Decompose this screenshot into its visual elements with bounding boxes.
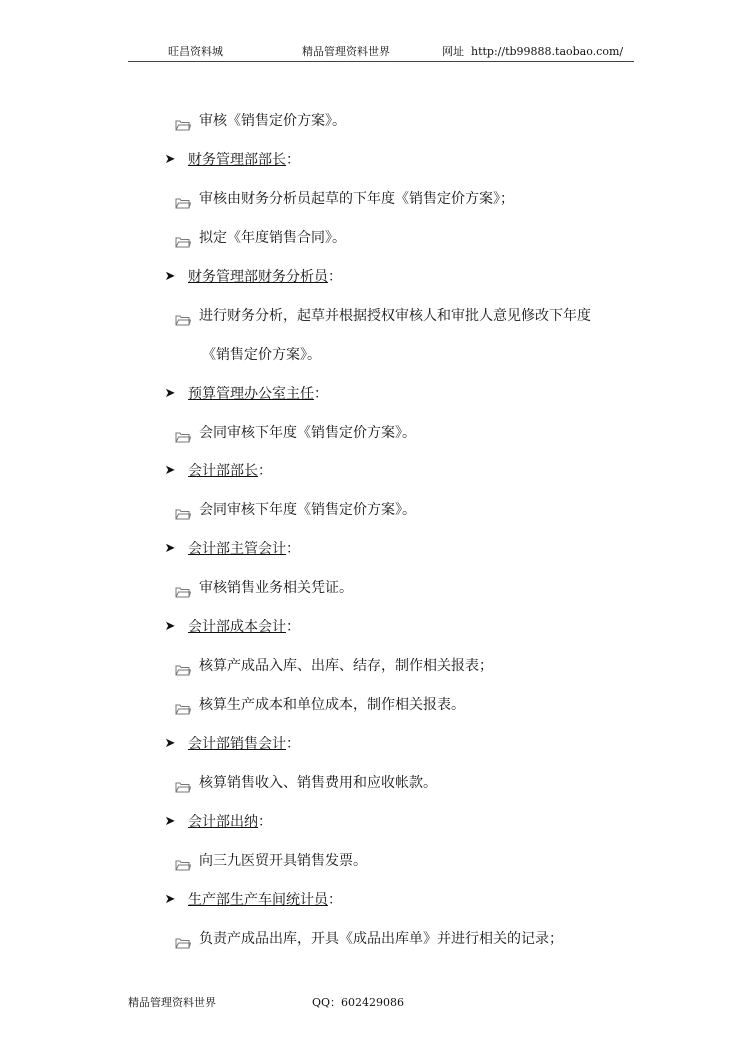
duty-item: 审核《销售定价方案》。 [199,113,346,129]
footer-qq: QQ：602429086 [312,996,405,1009]
section-heading-colon: ： [286,152,300,168]
folder-icon [175,583,191,595]
duty-item: 审核由财务分析员起草的下年度《销售定价方案》； [199,191,514,207]
header-brand: 旺昌资料城 [168,45,223,58]
duty-item: 核算产成品入库、出库、结存，制作相关报表； [199,658,493,674]
section-heading [188,812,272,832]
bullet-arrow-icon: ➤ [164,269,176,284]
section-heading-title: 生产部生产车间统计员 [188,892,328,908]
section-heading-title: 会计部销售会计 [188,736,286,752]
section-heading [188,267,342,287]
section-heading-title: 财务管理部财务分析员 [188,269,328,285]
bullet-arrow-icon: ➤ [164,892,176,907]
section-heading [188,150,300,170]
duty-item: 会同审核下年度《销售定价方案》。 [199,502,416,518]
folder-icon [175,194,191,206]
folder-icon [175,934,191,946]
header-url: http://tb99888.taobao.com/ [471,45,624,58]
folder-icon [175,700,191,712]
folder-icon [175,233,191,245]
folder-icon [175,778,191,790]
bullet-arrow-icon: ➤ [164,619,176,634]
section-heading-title: 会计部主管会计 [188,541,286,557]
section-heading-title: 会计部成本会计 [188,619,286,635]
duty-item-continuation: 《销售定价方案》。 [202,347,321,363]
section-heading-colon: ： [286,541,300,557]
duty-item: 拟定《年度销售合同》。 [199,230,346,246]
duty-item: 向三九医贸开具销售发票。 [199,853,367,869]
section-heading-title: 会计部部长 [188,463,258,479]
section-heading-title: 会计部出纳 [188,814,258,830]
section-heading-colon: ： [328,269,342,285]
section-heading-title: 财务管理部部长 [188,152,286,168]
section-heading-colon: ： [286,619,300,635]
page-header [128,42,634,62]
section-heading [188,384,328,404]
section-heading [188,461,272,481]
folder-icon [175,116,191,128]
bullet-arrow-icon: ➤ [164,814,176,829]
section-heading [188,734,300,754]
section-heading-colon: ： [328,892,342,908]
section-heading-colon: ： [314,386,328,402]
section-heading [188,539,300,559]
duty-item: 核算生产成本和单位成本，制作相关报表。 [199,697,465,713]
duty-item: 会同审核下年度《销售定价方案》。 [199,425,416,441]
bullet-arrow-icon: ➤ [164,736,176,751]
bullet-arrow-icon: ➤ [164,386,176,401]
section-heading [188,617,300,637]
duty-item: 审核销售业务相关凭证。 [199,580,353,596]
section-heading-title: 预算管理办公室主任 [188,386,314,402]
header-slogan: 精品管理资料世界 [302,45,390,58]
duty-item: 负责产成品出库，开具《成品出库单》并进行相关的记录； [199,931,563,947]
folder-icon [175,661,191,673]
section-heading [188,890,342,910]
bullet-arrow-icon: ➤ [164,152,176,167]
folder-icon [175,505,191,517]
section-heading-colon: ： [258,814,272,830]
bullet-arrow-icon: ➤ [164,463,176,478]
duty-item: 进行财务分析，起草并根据授权审核人和审批人意见修改下年度 [199,308,591,324]
header-site-label: 网址 [442,45,464,58]
duty-item: 核算销售收入、销售费用和应收帐款。 [199,775,437,791]
bullet-arrow-icon: ➤ [164,541,176,556]
section-heading-colon: ： [286,736,300,752]
folder-icon [175,311,191,323]
folder-icon [175,856,191,868]
folder-icon [175,428,191,440]
section-heading-colon: ： [258,463,272,479]
footer-left: 精品管理资料世界 [128,996,216,1009]
